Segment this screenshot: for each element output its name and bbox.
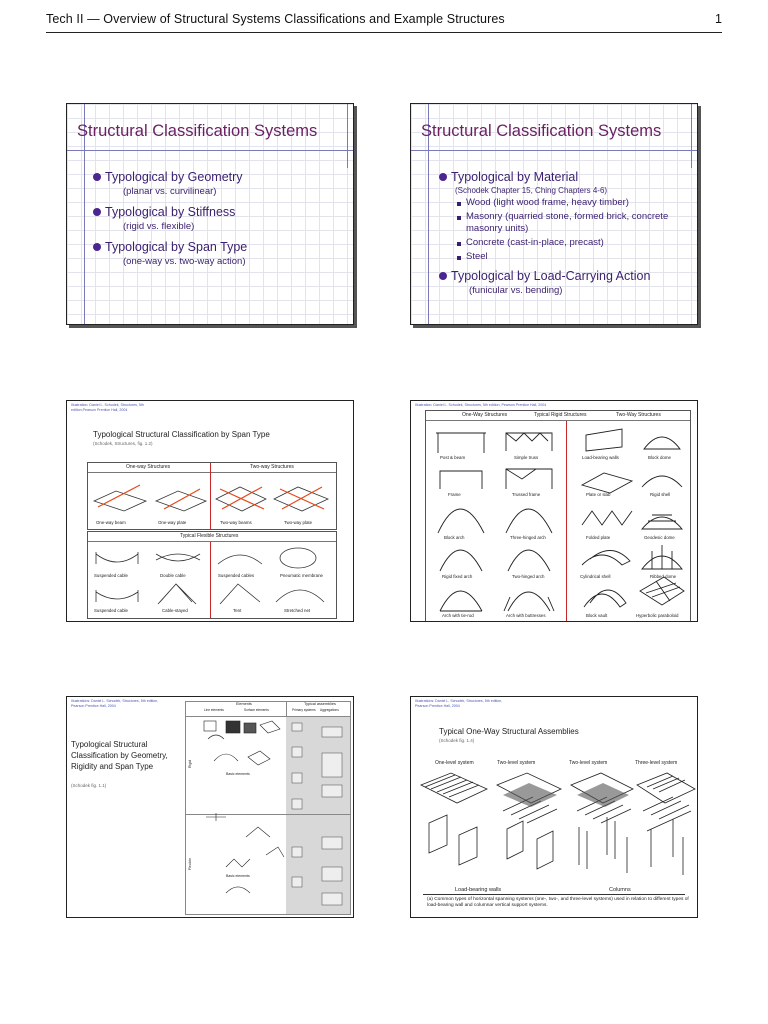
bullet-subtext: (rigid vs. flexible): [123, 221, 195, 232]
figure-caption: Rigid shell: [650, 492, 671, 497]
table-subheader: Line elements: [204, 708, 224, 712]
slide-decor-line: [411, 150, 698, 151]
figure-header: Typical Flexible Structures: [180, 533, 239, 539]
figure-caption: Stretched net: [284, 608, 311, 613]
slide-decor-line: [67, 150, 354, 151]
table-subheader: Aggregations: [320, 708, 339, 712]
figure-caption: Arch with buttresses: [506, 613, 546, 618]
figure-caption: Geodesic dome: [644, 535, 675, 540]
table-subheader: Surface elements: [244, 708, 269, 712]
figure-header: Typical Rigid Structures: [534, 412, 587, 418]
bullet-icon: [93, 208, 101, 216]
square-bullet-icon: [457, 256, 461, 260]
slide-title: Typological Structural Classification by Span Type: [93, 430, 270, 439]
square-bullet-icon: [457, 202, 461, 206]
bullet-subtext: (funicular vs. bending): [469, 285, 563, 296]
slide-1: [66, 103, 354, 325]
figure-caption: Two-hinged arch: [512, 574, 545, 579]
slide-3: [66, 400, 354, 622]
bullet-icon: [93, 173, 101, 181]
row-label: Basic elements: [226, 772, 250, 776]
figure-caption: Rigid fixed arch: [442, 574, 473, 579]
figure-caption: Ribbed dome: [650, 574, 677, 579]
bullet-subtext: (planar vs. curvilinear): [123, 186, 217, 197]
support-label: Columns: [609, 887, 631, 893]
figure-header: One-Way Structures: [462, 412, 508, 418]
slide-title: Typological Structural Classification by Geometry, Rigidity and Span Type: [71, 740, 168, 771]
row-group-label: Flexible: [188, 857, 193, 871]
bullet-subtext: (Schodek Chapter 15, Ching Chapters 4-6): [455, 186, 608, 195]
classification-table-drawings: [186, 717, 350, 913]
table-header: Typical assemblies: [304, 702, 336, 706]
figure-caption: Arch with tie-rod: [442, 613, 474, 618]
span-type-drawings: [88, 473, 336, 519]
figure-caption: Block vault: [586, 613, 608, 618]
bullet-icon: [439, 272, 447, 280]
rigid-structure-drawings: [426, 421, 690, 621]
row-label: Basic elements: [226, 874, 250, 878]
slide-subtitle: (Schodek fig. 1.4): [439, 738, 475, 743]
page-header: [46, 12, 722, 32]
figure-caption: Suspended cables: [218, 573, 255, 578]
system-label: Two-level system: [497, 760, 536, 766]
sub-bullet: Masonry (quarried stone, formed brick, concrete masonry units): [457, 211, 698, 235]
slide-5: [66, 696, 354, 918]
bullet-list: [439, 166, 698, 296]
assembly-drawings: [411, 767, 698, 877]
figure-header: One-way Structures: [126, 464, 171, 470]
slide-decor-line: [691, 104, 692, 168]
figure-caption: (a) Common types of horizontal spanning systems (one-, two-, and three-level systems) used in relation to different types of load-bearing wall and columnar vertical support systems.: [427, 897, 689, 908]
image-credit: Illustrations: Daniel L. Schodek, Structures, 5th edition, Pearson Prentice Hall, 2004: [415, 699, 503, 708]
slide-2: [410, 103, 698, 325]
classification-table: [185, 701, 351, 915]
figure-caption: Hyperbolic paraboloid: [636, 613, 679, 618]
figure-caption: Tent: [233, 608, 242, 613]
one-way-two-way-figure: [87, 462, 337, 530]
system-label: One-level system: [435, 760, 474, 766]
figure-caption: Suspended cable: [94, 573, 128, 578]
figure-caption: Cable-stayed: [162, 608, 188, 613]
figure-caption: Post & beam: [440, 455, 466, 460]
bullet-item: Typological by Stiffness: [93, 205, 353, 219]
slide-subtitle: (Schodek fig. 1.1): [71, 783, 107, 788]
bullet-item: Typological by Geometry: [93, 170, 353, 184]
figure-caption: Folded plate: [586, 535, 611, 540]
slide-6: [410, 696, 698, 918]
image-credit: Illustrations: Daniel L. Schodek, Structures, 5th edition, Pearson Prentice Hall, 2004: [71, 699, 159, 708]
image-credit: Illustration: Daniel L. Schodek, Structures, 5th edition, Pearson Prentice Hall, 2004: [415, 403, 547, 407]
support-label: Load-bearing walls: [455, 887, 502, 893]
system-label: Two-level system: [569, 760, 608, 766]
figure-caption: Two-way beams: [220, 520, 252, 525]
figure-caption: Simple truss: [514, 455, 539, 460]
bullet-icon: [93, 243, 101, 251]
figure-caption: Block arch: [444, 535, 465, 540]
row-group-label: Rigid: [187, 760, 192, 768]
bullet-list: [93, 166, 353, 267]
figure-header: Two-way Structures: [250, 464, 294, 470]
figure-caption: One-way beam: [96, 520, 126, 525]
figure-caption: Load-bearing walls: [582, 455, 619, 460]
figure-caption: Trussed frame: [512, 492, 541, 497]
bullet-icon: [439, 173, 447, 181]
sub-bullet: Wood (light wood frame, heavy timber): [457, 197, 698, 209]
system-label: Three-level system: [635, 760, 678, 766]
slide-title: Structural Classification Systems: [421, 122, 662, 140]
table-header: Elements: [236, 702, 252, 706]
figure-caption: Two-way plate: [284, 520, 313, 525]
figure-caption: Block dome: [648, 455, 671, 460]
bullet-item: Typological by Load-Carrying Action: [439, 269, 698, 283]
square-bullet-icon: [457, 242, 461, 246]
image-credit: Illustration: Daniel L. Schodek, Structures, 5th edition,Pearson Prentice Hall, 2004: [71, 403, 144, 412]
figure-caption: One-way plate: [158, 520, 187, 525]
slide-decor-line: [347, 104, 348, 168]
header-divider: [46, 32, 722, 33]
table-subheader: Primary systems: [292, 708, 316, 712]
figure-caption: Plate or slab: [586, 492, 611, 497]
caption-divider: [423, 894, 685, 895]
figure-caption: Cylindrical shell: [580, 574, 611, 579]
bullet-item: Typological by Span Type: [93, 240, 353, 254]
figure-caption: Suspended cable: [94, 608, 128, 613]
page-number: 1: [715, 12, 722, 26]
flexible-structures-figure: [87, 531, 337, 619]
figure-caption: Double cable: [160, 573, 186, 578]
slide-title: Typical One-Way Structural Assemblies: [439, 727, 579, 736]
slide-4: [410, 400, 698, 622]
slide-title: Structural Classification Systems: [77, 122, 318, 140]
document-title: Tech II — Overview of Structural Systems Classifications and Example Structures: [46, 12, 505, 26]
rigid-structures-figure: [425, 410, 691, 622]
figure-caption: Three-hinged arch: [510, 535, 546, 540]
flexible-structure-drawings: [88, 542, 336, 618]
sub-bullet: Concrete (cast-in-place, precast): [457, 237, 698, 249]
figure-caption: Frame: [448, 492, 461, 497]
bullet-item: Typological by Material: [439, 170, 698, 184]
figure-caption: Pneumatic membrane: [280, 573, 323, 578]
figure-header: Two-Way Structures: [616, 412, 661, 418]
slide-subtitle: (Schodek, Structures, fig. 1.2): [93, 441, 153, 446]
square-bullet-icon: [457, 216, 461, 220]
bullet-subtext: (one-way vs. two-way action): [123, 256, 246, 267]
sub-bullet: Steel: [457, 251, 698, 263]
